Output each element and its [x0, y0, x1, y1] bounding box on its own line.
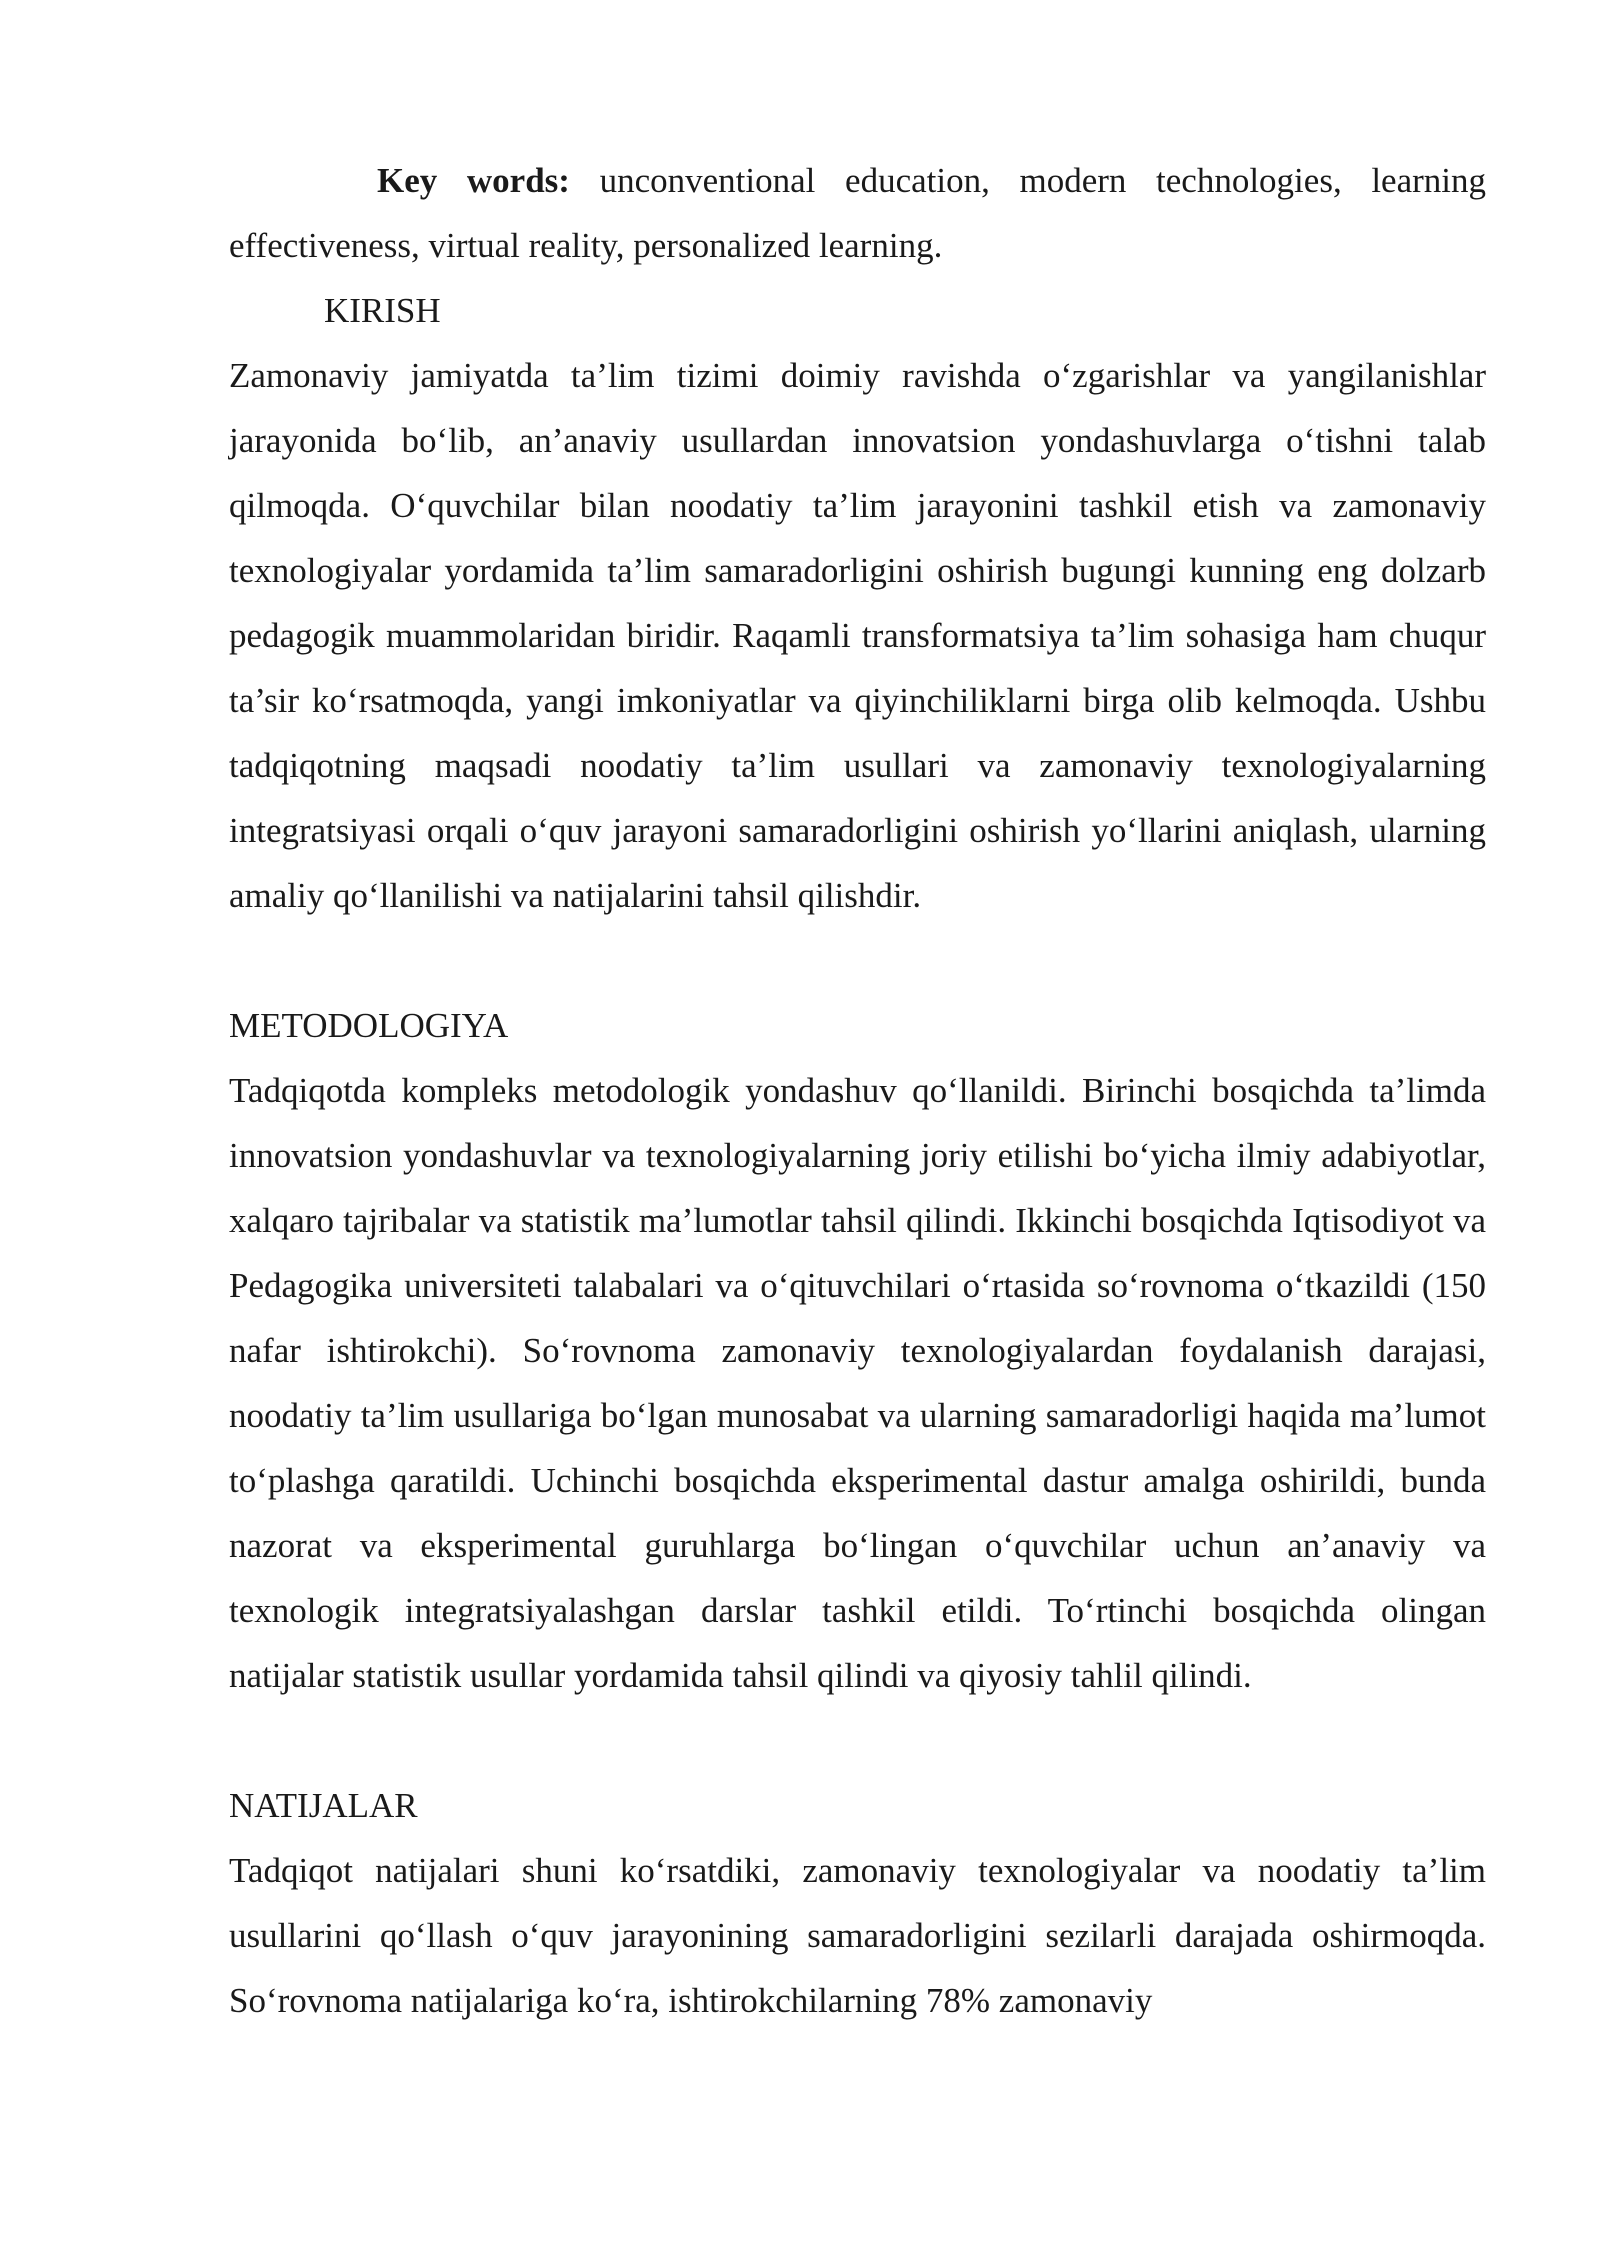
section-spacer — [229, 928, 1486, 993]
keywords-text: unconventional education, modern technologies, learning effectiveness, virtual reality, personalized learning. — [229, 161, 1487, 265]
methodology-paragraph: Tadqiqotda kompleks metodologik yondashuv qo‘llanildi. Birinchi bosqichda ta’limda innovatsion yondashuvlar va texnologiyalarning joriy etilishi bo‘yicha ilmiy adabiyotlar, xalqaro tajribalar va statistik ma’lumotlar tahsil qilindi. Ikkinchi bosqichda Iqtisodiyot va Pedagogika universiteti talabalari va o‘qituvchilari o‘rtasida so‘rovnoma o‘tkazildi (150 nafar ishtirokchi). So‘rovnoma zamonaviy texnologiyalardan foydalanish darajasi, noodatiy ta’lim usullariga bo‘lgan munosabat va ularning samaradorligi haqida ma’lumot to‘plashga qaratildi. Uchinchi bosqichda eksperimental dastur amalga oshirildi, bunda nazorat va eksperimental guruhlarga bo‘lingan o‘quvchilar uchun an’anaviy va texnologik integratsiyalashgan darslar tashkil etildi. To‘rtinchi bosqichda olingan natijalar statistik usullar yordamida tahsil qilindi va qiyosiy tahlil qilindi. — [229, 1071, 1486, 1695]
methodology-heading: METODOLOGIYA — [229, 1006, 509, 1045]
intro-paragraph: Zamonaviy jamiyatda ta’lim tizimi doimiy ravishda o‘zgarishlar va yangilanishlar jarayonida bo‘lib, an’anaviy usullardan innovatsion yondashuvlarga o‘tishni talab qilmoqda. O‘quvchilar bilan noodatiy ta’lim jarayonini tashkil etish va zamonaviy texnologiyalar yordamida ta’lim samaradorligini oshirish bugungi kunning eng dolzarb pedagogik muammolaridan biridir. Raqamli transformatsiya ta’lim sohasiga ham chuqur ta’sir ko‘rsatmoqda, yangi imkoniyatlar va qiyinchiliklarni birga olib kelmoqda. Ushbu tadqiqotning maqsadi noodatiy ta’lim usullari va zamonaviy texnologiyalarning integratsiyasi orqali o‘quv jarayoni samaradorligini oshirish yo‘llarini aniqlash, ularning amaliy qo‘llanilishi va natijalarini tahsil qilishdir. — [229, 356, 1486, 915]
keywords-paragraph — [229, 148, 1486, 278]
results-heading: NATIJALAR — [229, 1786, 418, 1825]
results-paragraph: Tadqiqot natijalari shuni ko‘rsatdiki, zamonaviy texnologiyalar va noodatiy ta’lim usullarini qo‘llash o‘quv jarayonining samaradorligini sezilarli darajada oshirmoqda. So‘rovnoma natijalariga ko‘ra, ishtirokchilarning 78% zamonaviy — [229, 1851, 1486, 2020]
intro-heading: KIRISH — [324, 291, 441, 330]
document-page — [229, 148, 1486, 2033]
section-spacer — [229, 1708, 1486, 1773]
keywords-label: Key words: — [377, 161, 570, 200]
